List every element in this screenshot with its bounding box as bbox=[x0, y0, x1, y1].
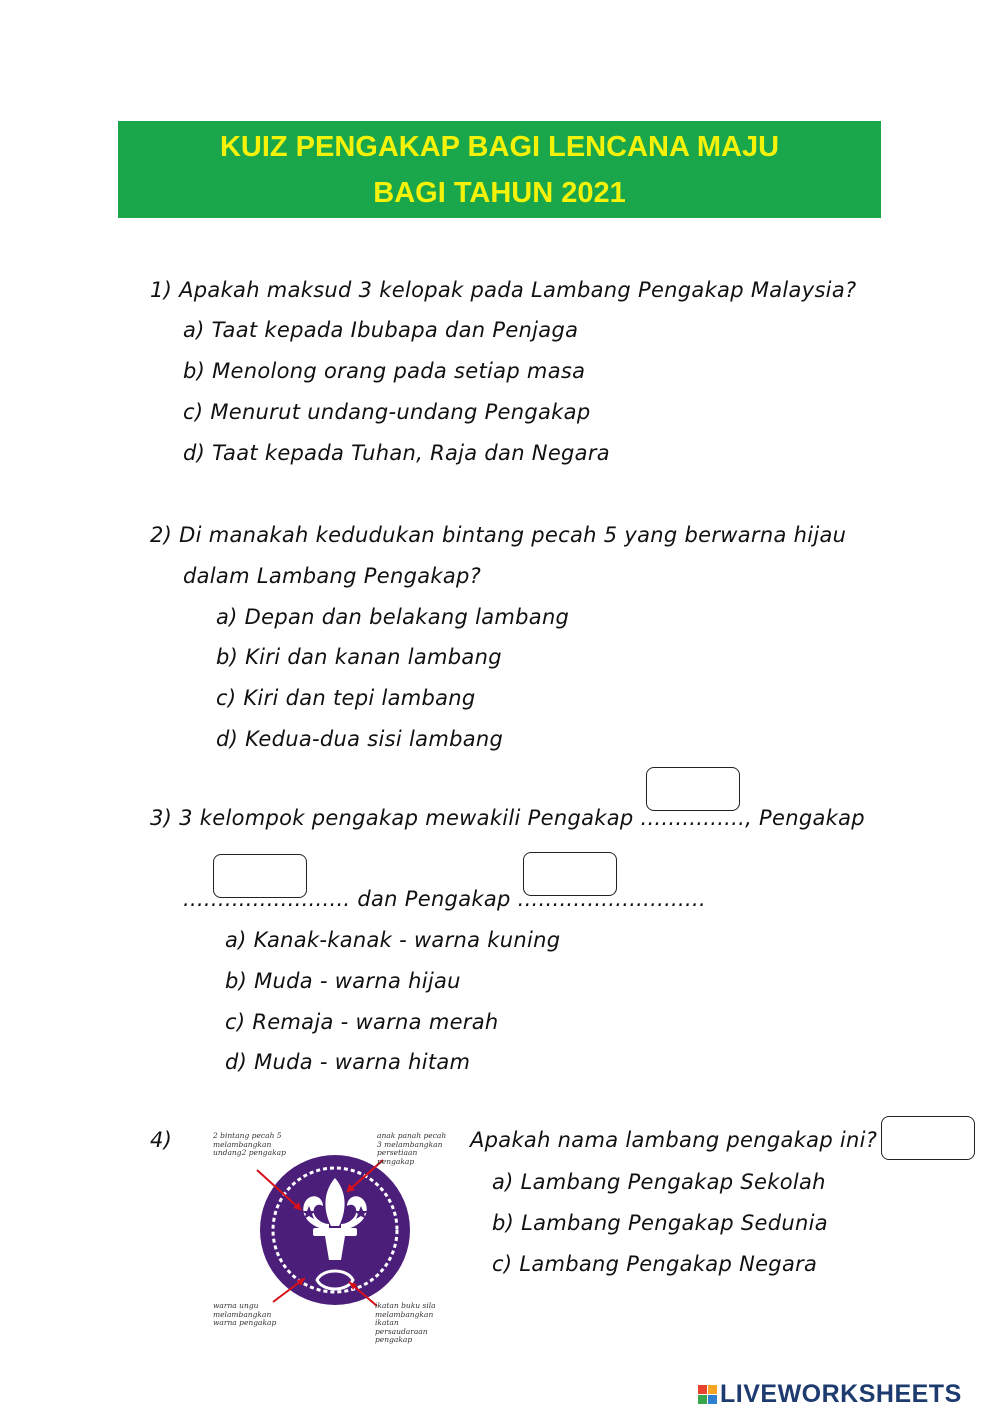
q1-option-a: a) Taat kepada Ibubapa dan Penjaga bbox=[183, 318, 579, 342]
q1-option-c: c) Menurut undang-undang Pengakap bbox=[183, 400, 591, 424]
question-2-line-1: 2) Di manakah kedudukan bintang pecah 5 yang berwarna hijau bbox=[150, 523, 847, 547]
q4-option-c: c) Lambang Pengakap Negara bbox=[492, 1252, 818, 1276]
q3-option-a: a) Kanak-kanak - warna kuning bbox=[225, 928, 561, 952]
title-line-1: KUIZ PENGAKAP BAGI LENCANA MAJU bbox=[219, 130, 780, 163]
emblem-label-bottom-right: ikatan buku sila melambangkan ikatan persaudaraan pengakap bbox=[375, 1301, 436, 1344]
q3-option-c: c) Remaja - warna merah bbox=[225, 1010, 499, 1034]
q2-option-a: a) Depan dan belakang lambang bbox=[216, 605, 570, 629]
q3-option-b: b) Muda - warna hijau bbox=[225, 969, 461, 993]
emblem-label-top-left: 2 bintang pecah 5 melambangkan undang2 pengakap bbox=[213, 1131, 286, 1157]
title-line-2: BAGI TAHUN 2021 bbox=[373, 176, 626, 209]
logo-wordmark: LIVEWORKSHEETS bbox=[720, 1380, 962, 1408]
q2-option-d: d) Kedua-dua sisi lambang bbox=[216, 727, 504, 751]
question-4: Apakah nama lambang pengakap ini? bbox=[470, 1128, 878, 1152]
q4-option-a: a) Lambang Pengakap Sekolah bbox=[492, 1170, 826, 1194]
q4-option-b: b) Lambang Pengakap Sedunia bbox=[492, 1211, 828, 1235]
emblem-label-bottom-left: warna ungu melambangkan warna pengakap bbox=[213, 1301, 277, 1327]
q2-option-b: b) Kiri dan kanan lambang bbox=[216, 645, 502, 669]
logo-squares-icon bbox=[698, 1385, 717, 1404]
liveworksheets-logo bbox=[698, 1380, 962, 1409]
emblem-label-top-right: anak panah pecah 3 melambangkan persetiaan pengakap bbox=[377, 1131, 447, 1166]
q2-option-c: c) Kiri dan tepi lambang bbox=[216, 686, 476, 710]
question-1: 1) Apakah maksud 3 kelopak pada Lambang Pengakap Malaysia? bbox=[150, 278, 857, 302]
q1-option-d: d) Taat kepada Tuhan, Raja dan Negara bbox=[183, 441, 610, 465]
scout-emblem-image bbox=[205, 1130, 465, 1350]
question-3-line-2: ........................ dan Pengakap ........................... bbox=[183, 887, 706, 911]
q1-option-b: b) Menolong orang pada setiap masa bbox=[183, 359, 586, 383]
q4-answer-box[interactable] bbox=[881, 1116, 975, 1160]
q3-option-d: d) Muda - warna hitam bbox=[225, 1050, 471, 1074]
question-4-number: 4) bbox=[150, 1128, 173, 1152]
title-banner bbox=[118, 121, 881, 218]
q3-answer-box-1[interactable] bbox=[646, 767, 740, 811]
question-2-line-2: dalam Lambang Pengakap? bbox=[183, 564, 482, 588]
question-3-line-1: 3) 3 kelompok pengakap mewakili Pengakap ..............., Pengakap bbox=[150, 806, 865, 830]
